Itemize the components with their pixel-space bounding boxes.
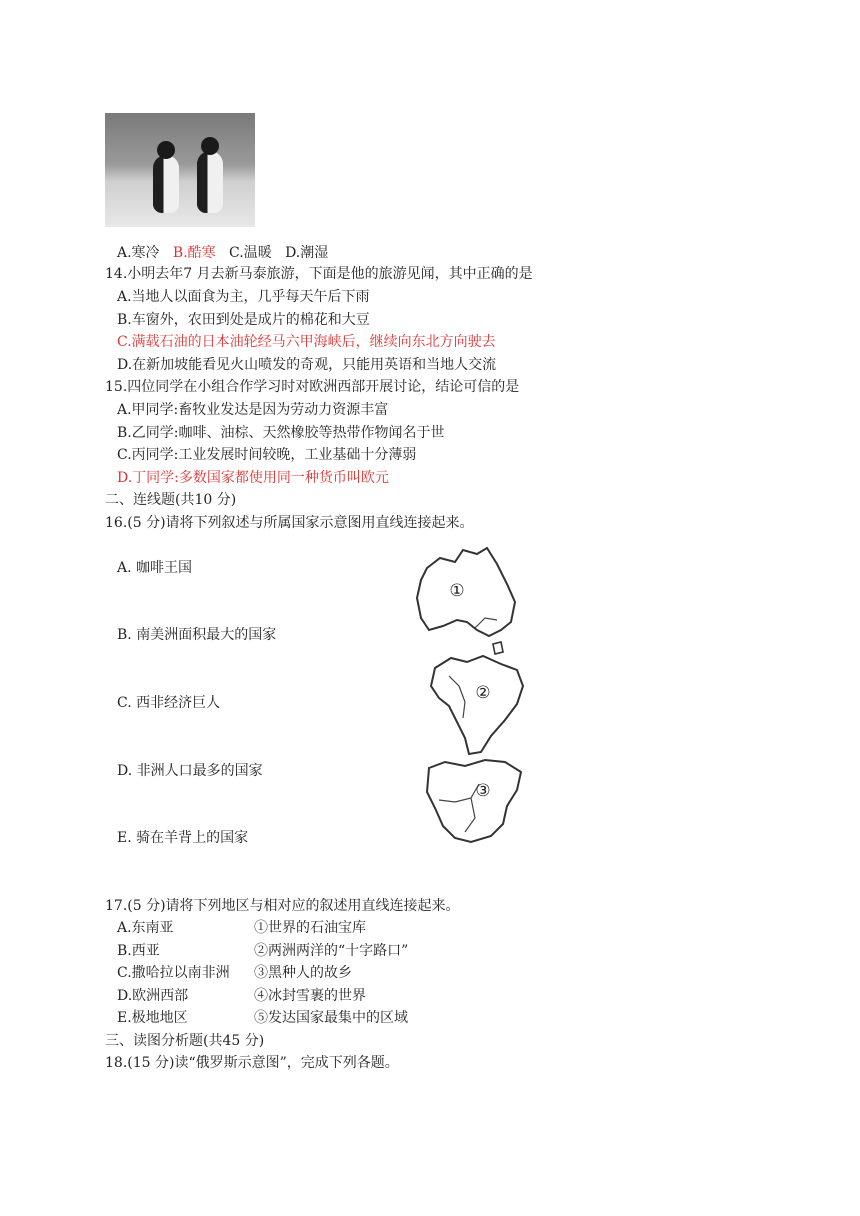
q16-item-e: E. 骑在羊背上的国家 <box>117 830 249 846</box>
q14-option-d: D.在新加坡能看见火山喷发的奇观，只能用英语和当地人交流 <box>117 357 497 373</box>
q17-desc-3: ③黑种人的故乡 <box>254 965 352 981</box>
section-2-heading: 二、连线题(共10 分) <box>105 492 237 508</box>
q17-region-c: C.撒哈拉以南非洲 <box>117 965 230 981</box>
q17-region-d: D.欧洲西部 <box>117 988 189 1004</box>
q17-desc-4: ④冰封雪裹的世界 <box>254 988 366 1004</box>
penguin-right-icon <box>197 151 223 213</box>
q13-option-c: C.温暖 <box>229 245 272 261</box>
nigeria-map-outline <box>427 760 521 842</box>
q17-desc-1: ①世界的石油宝库 <box>254 920 366 936</box>
map-label-3: ③ <box>475 781 491 801</box>
country-maps-figure <box>405 540 540 855</box>
q17-region-e: E.极地地区 <box>117 1010 188 1026</box>
q16-item-b: B. 南美洲面积最大的国家 <box>117 627 277 643</box>
section-3-heading: 三、读图分析题(共45 分) <box>105 1033 265 1049</box>
q17-region-a: A.东南亚 <box>117 920 174 936</box>
q15-option-c: C.丙同学:工业发展时间较晚，工业基础十分薄弱 <box>117 447 417 463</box>
q13-options <box>117 242 328 262</box>
q17-stem: 17.(5 分)请将下列地区与相对应的叙述用直线连接起来。 <box>105 898 460 914</box>
q16-item-c: C. 西非经济巨人 <box>117 695 221 711</box>
q14-option-a: A.当地人以面食为主，几乎每天午后下雨 <box>117 289 370 305</box>
q14-stem: 14.小明去年7 月去新马泰旅游，下面是他的旅游见闻，其中正确的是 <box>105 266 533 282</box>
map-label-1: ① <box>449 581 465 601</box>
q16-item-a: A. 咖啡王国 <box>117 560 193 576</box>
q16-item-d: D. 非洲人口最多的国家 <box>117 763 263 779</box>
q14-option-b: B.车窗外，农田到处是成片的棉花和大豆 <box>117 312 370 328</box>
q13-option-a: A.寒冷 <box>117 245 160 261</box>
q15-option-d: D.丁同学:多数国家都使用同一种货币叫欧元 <box>117 470 389 486</box>
q17-desc-2: ②两洲两洋的“十字路口” <box>254 943 409 959</box>
penguin-left-icon <box>153 155 179 213</box>
q15-stem: 15.四位同学在小组合作学习时对欧洲西部开展讨论，结论可信的是 <box>105 379 520 395</box>
q15-option-b: B.乙同学:咖啡、油棕、天然橡胶等热带作物闻名于世 <box>117 425 445 441</box>
q13-option-d: D.潮湿 <box>285 245 329 261</box>
brazil-map-outline <box>431 656 523 754</box>
penguin-photo <box>105 113 255 227</box>
q17-region-b: B.西亚 <box>117 943 160 959</box>
q18-stem: 18.(15 分)读“俄罗斯示意图”，完成下列各题。 <box>105 1055 399 1071</box>
q15-option-a: A.甲同学:畜牧业发达是因为劳动力资源丰富 <box>117 402 389 418</box>
q17-desc-5: ⑤发达国家最集中的区域 <box>254 1010 408 1026</box>
map-label-2: ② <box>475 683 491 703</box>
australia-map-outline <box>417 548 515 636</box>
q14-option-c: C.满载石油的日本油轮经马六甲海峡后，继续向东北方向驶去 <box>117 334 496 350</box>
q16-stem: 16.(5 分)请将下列叙述与所属国家示意图用直线连接起来。 <box>105 515 474 531</box>
q13-option-b: B.酷寒 <box>172 245 216 261</box>
